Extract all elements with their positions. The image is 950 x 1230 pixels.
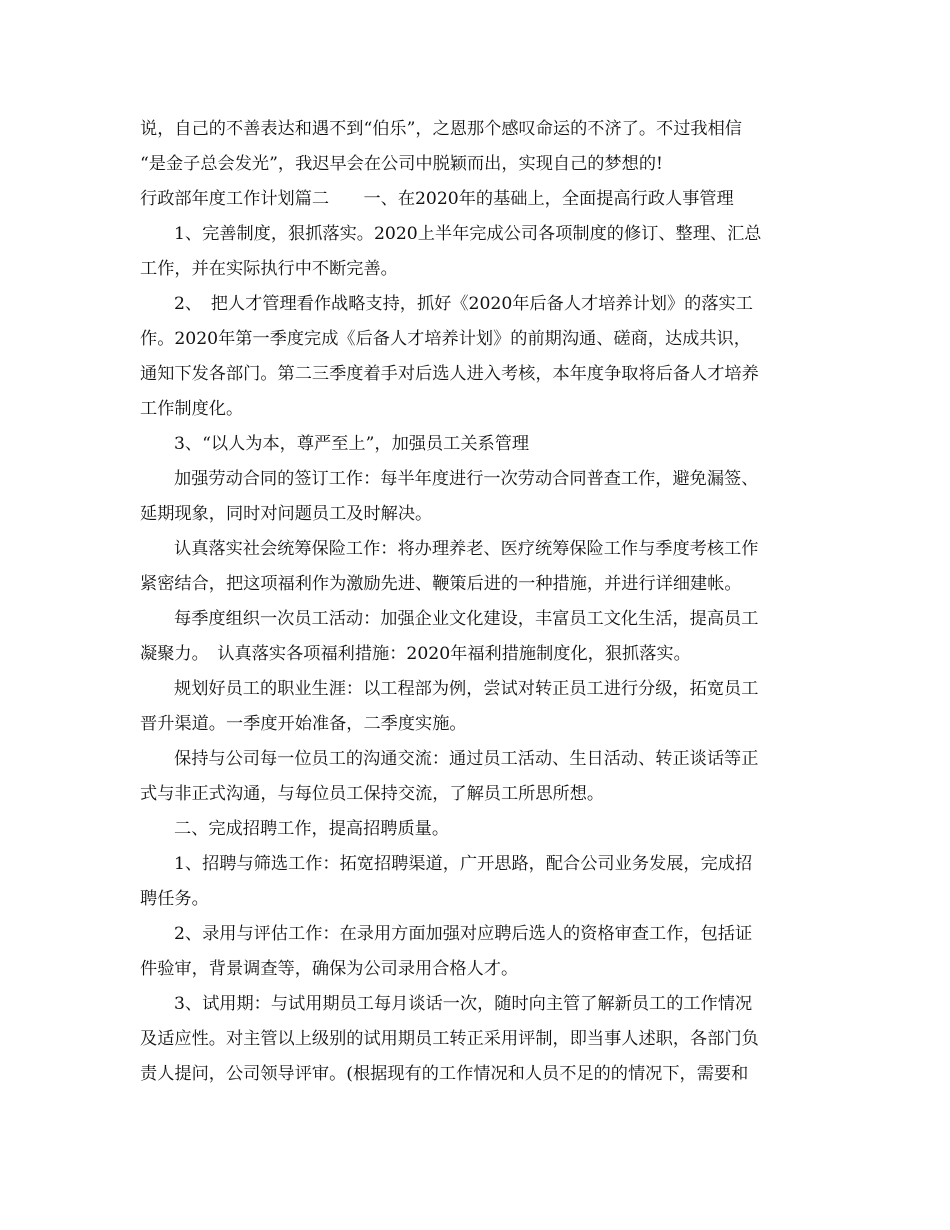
- text-line: 通知下发各部门。第二三季度着手对后选人进入考核，本年度争取将后备人才培养: [140, 364, 759, 384]
- text-line: 晋升渠道。一季度开始准备，二季度实施。: [140, 714, 467, 734]
- text-line: 2、 把人才管理看作战略支持，抓好《2020年后备人才培养计划》的落实工: [174, 294, 753, 314]
- text-line: 责人提问，公司领导评审。(根据现有的工作情况和人员不足的的情况下，需要和: [140, 1064, 749, 1084]
- text-line: 工作制度化。: [140, 399, 244, 419]
- text-line: 1、完善制度，狠抓落实。2020上半年完成公司各项制度的修订、整理、汇总: [174, 224, 762, 244]
- text-line: 3、试用期：与试用期员工每月谈话一次，随时向主管了解新员工的工作情况: [174, 994, 753, 1014]
- text-line: 件验审，背景调查等，确保为公司录用合格人才。: [140, 959, 519, 979]
- text-line: 2、录用与评估工作：在录用方面加强对应聘后选人的资格审查工作，包括证: [174, 924, 753, 944]
- text-line: 凝聚力。 认真落实各项福利措施：2020年福利措施制度化，狠抓落实。: [140, 644, 691, 664]
- text-line: 每季度组织一次员工活动：加强企业文化建设，丰富员工文化生活，提高员工: [174, 609, 759, 629]
- text-line: 紧密结合，把这项福利作为激励先进、鞭策后进的一种措施，并进行详细建帐。: [140, 574, 742, 594]
- text-line: 工作，并在实际执行中不断完善。: [140, 259, 398, 279]
- text-line: 聘任务。: [140, 889, 209, 909]
- text-line: 行政部年度工作计划篇二 一、在2020年的基础上，全面提高行政人事管理: [140, 189, 734, 209]
- text-line: “是金子总会发光”，我迟早会在公司中脱颖而出，实现自己的梦想的!: [140, 154, 663, 174]
- text-line: 3、“以人为本，尊严至上”，加强员工关系管理: [174, 434, 530, 454]
- text-line: 加强劳动合同的签订工作：每半年度进行一次劳动合同普查工作，避免漏签、: [174, 469, 759, 489]
- text-line: 规划好员工的职业生涯：以工程部为例，尝试对转正员工进行分级，拓宽员工: [174, 679, 759, 699]
- text-line: 二、完成招聘工作，提高招聘质量。: [174, 819, 450, 839]
- text-line: 1、招聘与筛选工作：拓宽招聘渠道，广开思路，配合公司业务发展，完成招: [174, 854, 753, 874]
- text-line: 保持与公司每一位员工的沟通交流：通过员工活动、生日活动、转正谈话等正: [174, 749, 759, 769]
- text-line: 作。2020年第一季度完成《后备人才培养计划》的前期沟通、磋商，达成共识，: [140, 329, 751, 349]
- text-line: 式与非正式沟通，与每位员工保持交流，了解员工所思所想。: [140, 784, 605, 804]
- text-line: 延期现象，同时对问题员工及时解决。: [140, 504, 433, 524]
- text-line: 及适应性。对主管以上级别的试用期员工转正采用评制，即当事人述职，各部门负: [140, 1029, 759, 1049]
- text-line: 说，自己的不善表达和遇不到“伯乐”，之恩那个感叹命运的不济了。不过我相信: [140, 119, 742, 139]
- text-line: 认真落实社会统筹保险工作：将办理养老、医疗统筹保险工作与季度考核工作: [174, 539, 759, 559]
- document-body: [140, 112, 814, 1092]
